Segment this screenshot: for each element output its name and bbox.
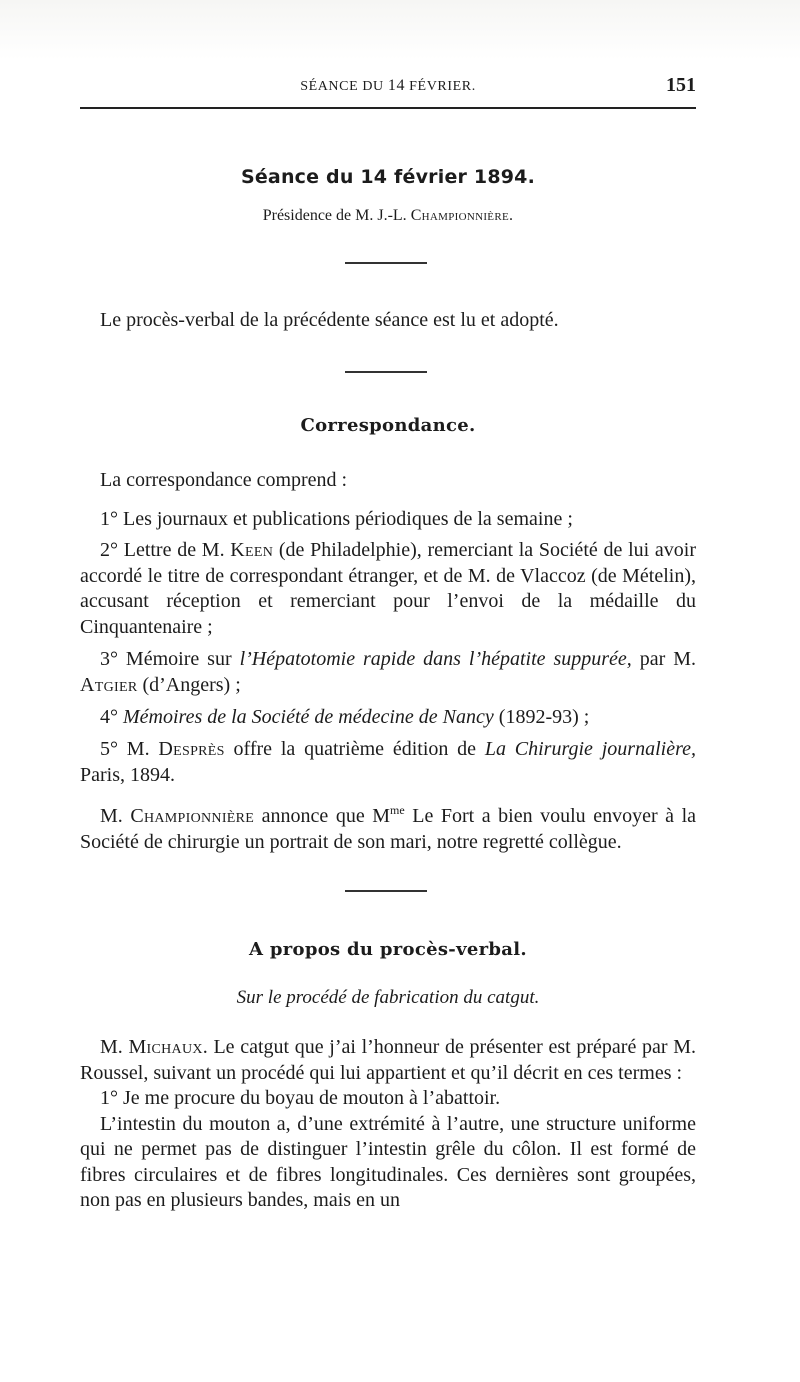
item-5-suffix: Paris, 1894. — [80, 763, 175, 786]
michaux-block — [80, 1035, 696, 1214]
item-3-suffix: (d’Angers) ; — [137, 673, 241, 696]
roussel-step-1: 1° Je me procure du boyau de mouton à l’abattoir. — [100, 1087, 501, 1109]
announcement-block — [80, 804, 696, 855]
item-3-title: l’Hépatotomie rapide dans l’hépatite suppurée, — [239, 648, 632, 670]
michaux-text: . Le catgut que j’ai l’honneur de présenter est préparé par M. Roussel, suivant un procédé qui lui appartient et qu’il décrit en ces termes : — [80, 1036, 696, 1084]
item-3-name: Atgier — [80, 673, 138, 696]
item-2-name: Keen — [230, 539, 274, 561]
divider-rule — [345, 371, 427, 373]
proces-verbal-subheading: Sur le procédé de fabrication du catgut. — [236, 987, 540, 1008]
item-5-name: Desprès — [158, 738, 225, 760]
item-4-prefix: 4° — [100, 706, 123, 728]
correspondance-intro-block — [80, 468, 696, 494]
minutes-block — [80, 308, 696, 334]
page-number: 151 — [666, 74, 696, 96]
correspondance-item-2 — [80, 538, 696, 640]
correspondance-intro: La correspondance comprend : — [100, 469, 348, 491]
divider-rule — [345, 262, 427, 264]
header-rule — [80, 107, 696, 109]
running-title-day: 14 — [387, 77, 406, 94]
session-title: Séance du 14 février 1894. — [240, 166, 536, 188]
item-5-title: La Chirurgie journalière, — [484, 738, 696, 760]
announce-prefix: M. — [100, 805, 131, 827]
correspondance-item-2-block — [80, 538, 696, 640]
correspondance-item-3-block — [80, 647, 696, 698]
correspondance-item-3 — [80, 647, 696, 698]
michaux-prefix: M. — [100, 1036, 129, 1058]
item-2-prefix: 2° Lettre de M. — [100, 539, 231, 561]
correspondance-item-4-block — [80, 705, 696, 731]
correspondance-item-1: 1° Les journaux et publications périodiques de la semaine ; — [100, 508, 573, 530]
michaux-paragraph — [80, 1035, 696, 1086]
divider-rule — [345, 890, 427, 892]
correspondance-item-5 — [80, 737, 696, 788]
item-5-mid: offre la quatrième édition de — [224, 738, 485, 760]
proces-verbal-heading: A propos du procès-verbal. — [249, 939, 527, 960]
correspondance-item-5-block — [80, 737, 696, 788]
item-4-title: Mémoires de la Société de médecine de Nancy — [123, 706, 494, 728]
item-3-mid: par M. — [631, 648, 696, 670]
announce-text: Le Fort a bien voulu envoyer à la Société de chirurgie un portrait de son mari, notre regretté collègue. — [80, 805, 696, 853]
minutes-paragraph: Le procès-verbal de la précédente séance est lu et adopté. — [100, 309, 559, 331]
presidence-line — [80, 207, 696, 225]
announce-superscript: me — [390, 803, 405, 817]
item-3-prefix: 3° Mémoire sur — [100, 648, 240, 670]
correspondance-item-1-block — [80, 507, 696, 533]
presidence-prefix: Présidence de M. J.-L. — [262, 207, 411, 224]
item-4-suffix: (1892-93) ; — [493, 706, 590, 728]
intestine-description: L’intestin du mouton a, d’une extrémité à l’autre, une structure uniforme qui ne permet pas de distinguer l’intestin grêle du côlon. Il est formé de fibres circulaires et de fibres longitudinales. Ces dernières sont groupées, non pas en plusieurs bandes, mais en un — [80, 1112, 696, 1211]
announcement-paragraph — [80, 804, 696, 855]
michaux-name: Michaux — [128, 1036, 203, 1058]
item-2-text: (de Philadelphie), remerciant la Société de lui avoir accordé le titre de correspondant étranger, et de M. de Vlaccoz (de Mételin), accusant réception et remerciant pour l’envoi de la médaille du Cinquantenaire ; — [80, 539, 696, 638]
running-title-month: FÉVRIER. — [405, 79, 476, 94]
item-5-prefix: 5° M. — [100, 738, 159, 760]
running-head — [80, 74, 696, 98]
correspondance-heading: Correspondance. — [300, 415, 476, 436]
announce-mid: annonce que M — [254, 805, 391, 827]
president-name: Championnière. — [410, 207, 514, 224]
correspondance-item-4 — [80, 705, 696, 731]
announce-name: Championnière — [130, 805, 255, 827]
running-title — [80, 77, 696, 95]
running-title-text: SÉANCE DU — [300, 79, 388, 94]
